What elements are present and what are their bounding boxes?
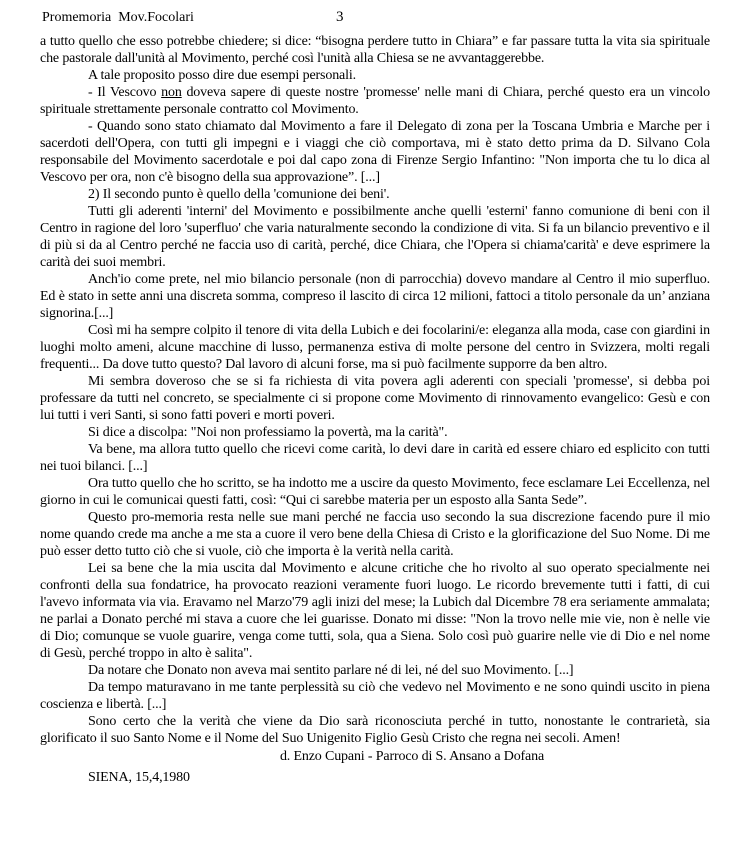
text-segment: Si dice a discolpa: "Noi non professiamo la povertà, ma la carità". (88, 425, 448, 440)
signature-line: d. Enzo Cupani - Parroco di S. Ansano a Dofana (279, 749, 545, 764)
paragraph (40, 509, 710, 560)
paragraph (40, 475, 710, 509)
text-segment: Mi sembra doveroso che se si fa richiesta di vita povera agli aderenti con speciali 'promesse', si debba poi professare da tutti nel concreto, se specialmente ci si propone come Movimento di rinnovamento evangelico: Gesù e con lui tutti i veri Santi, si sono fatti poveri e morti poveri. (40, 374, 710, 423)
text-segment: Questo pro-memoria resta nelle sue mani perché ne faccia uso secondo la sua discrezione facendo pure il mio nome quando crede ma anche a me sta a cuore il vero bene della Chiesa di Cristo e la glorificazione del Suo Nome. Di me può esser detto tutto ciò che si vuole, ciò che importa è la verità nella carità. (40, 510, 710, 559)
text-segment: Va bene, ma allora tutto quello che ricevi come carità, lo devi dare in carità ed essere chiaro ed esplicito con tutti nei tuoi bilanci. [...] (40, 442, 710, 474)
text-segment: Anch'io come prete, nel mio bilancio personale (non di parrocchia) dovevo mandare al Centro il mio superfluo. Ed è stato in sette anni una discreta somma, compreso il lascito di circa 12 milioni, fattoci a titolo personale da un’ anziana signorina.[...] (40, 272, 710, 321)
paragraph (40, 679, 710, 713)
text-segment: Da tempo maturavano in me tante perplessità su ciò che vedevo nel Movimento e ne sono quindi uscito in piena coscienza e libertà. [...] (40, 680, 710, 712)
paragraph (40, 441, 710, 475)
text-segment: a tutto quello che esso potrebbe chiedere; si dice: “bisogna perdere tutto in Chiara” e far passare tutta la vita sia spirituale che pastorale dall'unità al Movimento, perché così l'unità alla Chiesa se ne avvantaggerebbe. (40, 34, 710, 66)
dateline: SIENA, 15,4,1980 (88, 770, 190, 785)
page-header (0, 0, 750, 33)
document-title: Promemoria Mov.Focolari (42, 10, 194, 25)
document-body (40, 33, 710, 747)
paragraph (40, 560, 710, 662)
text-segment: Sono certo che la verità che viene da Dio sarà riconosciuta perché in tutto, nonostante le contrarietà, sia glorificato il suo Santo Nome e il Nome del Suo Unigenito Figlio Gesù Cristo che regna nei secoli. Amen! (40, 714, 710, 746)
paragraph (40, 84, 710, 118)
underlined-text: non (161, 85, 182, 100)
text-segment: Così mi ha sempre colpito il tenore di vita della Lubich e dei focolarini/e: eleganza alla moda, case con giardini in luoghi molto ameni, alcune macchine di lusso, permanenza estiva di molte persone del centro in Svizzera, molti regali frequenti... Da dove tutto questo? Dal lavoro di alcuni forse, ma si può facilmente supporre da ben altro. (40, 323, 710, 372)
paragraph (40, 203, 710, 271)
paragraph (40, 373, 710, 424)
paragraph (40, 186, 710, 203)
paragraph (40, 424, 710, 441)
text-segment: - Il Vescovo (88, 85, 162, 100)
text-segment: - Quando sono stato chiamato dal Movimento a fare il Delegato di zona per la Toscana Umbria e Marche per i sacerdoti dell'Opera, con tutti gli impegni e i viaggi che ciò comportava, mi è stato detto prima da D. Silvano Cola responsabile del Movimento sacerdotale e poi dal capo zona di Firenze Sergio Infantino: "Non importa che tu lo dica al Vescovo per ora, non c'è bisogno della sua approvazione”. [...] (40, 119, 710, 185)
text-segment: Tutti gli aderenti 'interni' del Movimento e possibilmente anche quelli 'esterni' fanno comunione di beni con il Centro in ragione del loro 'superfluo' che varia naturalmente secondo la condizione di vita. Si fa un bilancio preventivo e il di più si da al Centro perché ne faccia uso di carità, perché, dice Chiara, che l'Opera si chiama'carità' e deve esprimere la carità dei suoi membri. (40, 204, 710, 270)
paragraph (40, 271, 710, 322)
text-segment: doveva sapere di queste nostre 'promesse' nelle mani di Chiara, perché questo era un vincolo spirituale strettamente personale contratto col Movimento. (40, 85, 710, 117)
paragraph (40, 713, 710, 747)
paragraph (40, 118, 710, 186)
text-segment: Ora tutto quello che ho scritto, se ha indotto me a uscire da questo Movimento, fece esclamare Lei Eccellenza, nel giorno in cui le comunicai questi fatti, così: “Qui ci sarebbe materia per un esposto alla Santa Sede”. (40, 476, 710, 508)
paragraph (40, 322, 710, 373)
text-segment: 2) Il secondo punto è quello della 'comunione dei beni'. (88, 187, 390, 202)
text-segment: Da notare che Donato non aveva mai sentito parlare né di lei, né del suo Movimento. [...] (88, 663, 574, 678)
page-number: 3 (336, 9, 344, 25)
paragraph (40, 67, 710, 84)
text-segment: A tale proposito posso dire due esempi personali. (88, 68, 356, 83)
paragraph (40, 662, 710, 679)
text-segment: Lei sa bene che la mia uscita dal Movimento e alcune critiche che ho rivolto al suo operato specialmente nei confronti della sua fondatrice, ha provocato reazioni veramente fuori luogo. Le ricordo brevemente tutti i fatti, di cui l'avevo informata via via. Eravamo nel Marzo'79 agli inizi del mese; la Lubich dal Dicembre 78 era seriamente ammalata; ne parlai a Donato perché mi stava a cuore che lei guarisse. Donato mi disse: "Non la trovo nelle mie vie, non è nelle vie di Dio; comunque se vuole guarire, venga come tutti, sola, qua a Siena. Solo così può guarire nelle vie di Dio e nel nome di Gesù, perché troppo in alto è salita". (40, 561, 710, 661)
paragraph (40, 33, 710, 67)
